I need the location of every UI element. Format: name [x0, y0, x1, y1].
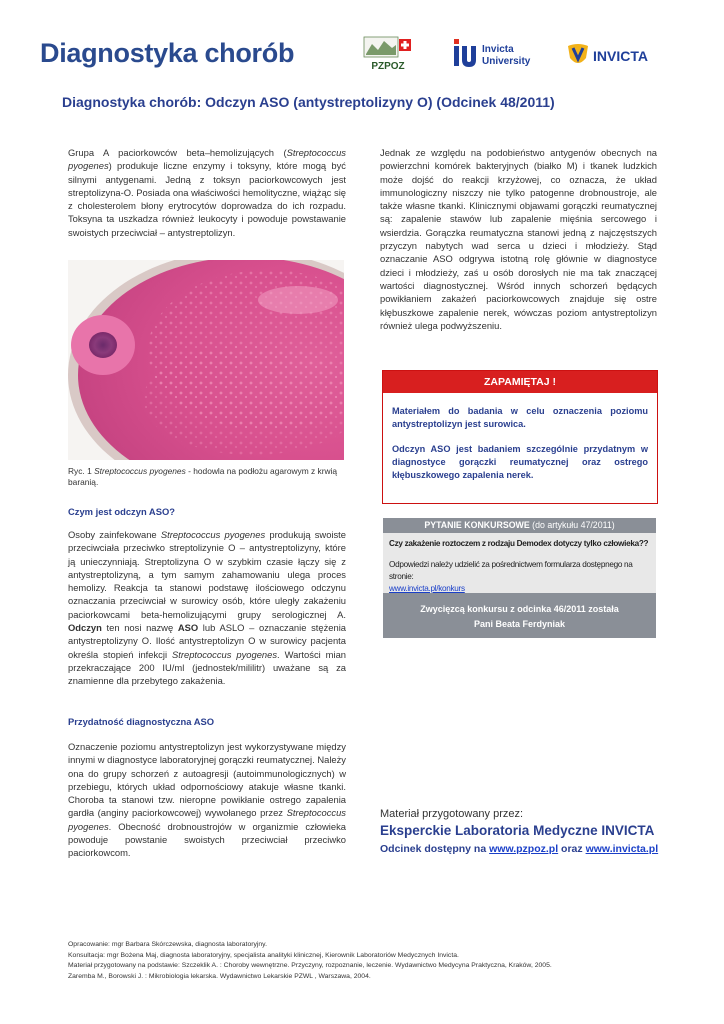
page-title: Diagnostyka chorób — [40, 38, 295, 68]
remember-box-text-1: Materiałem do badania w celu oznaczenia poziomu antystreptolizyn jest surowica. — [392, 406, 648, 429]
svg-text:INVICTA: INVICTA — [593, 48, 648, 64]
right-column-paragraph: Jednak ze względu na podobieństwo antygenów obecnych na powierzchni komórek bakteryjnych (białko M) i tkanek ludzkich może dojść do reakcji krzyżowej, co oznacza, że układ immunologiczny niszczy nie tylko patogenne drobnoustroje, ale także własne tkanki. Klinicznymi objawami gorączki reumatycznej są: zapalenie stawów lub zapalenie mięśnia sercowego i wsierdzia. Gorączka reumatyczna stanowi jedną z najczęstszych przyczyn nabytych wad serca u dzieci i młodzieży. Stąd oznaczanie ASO odgrywa istotną rolę głównie w diagnostyce dzieci i młodzieży, zaś u osób dorosłych nie ma tak znaczącej wartości diagnostycznej. Wśród innych schorzeń będących powikłaniem zakażeń paciorkowcowych znajduje się ostre kłębuszkowe zapalenie nerek, wówczas poziom antystreptolizyn również ulega podwyższeniu. — [380, 147, 657, 331]
reference-line: Materiał przygotowany na podstawie: Szczeklik A. : Choroby wewnętrzne. Przyczyny, rozpoznanie, leczenie. Wydawnictwo Medycyna Praktyczna, Kraków, 2005. — [68, 962, 552, 969]
svg-text:University: University — [482, 56, 531, 67]
remember-box-title: ZAPAMIĘTAJ ! — [383, 371, 657, 393]
contest-answer-instructions: Odpowiedzi należy udzielić za pośrednictwem formularza dostępnego na stronie: www.invicta.pl/konkurs — [389, 560, 633, 593]
invicta-logo — [566, 42, 661, 68]
aso-paragraph: Osoby zainfekowane Streptococcus pyogenes produkują swoiste przeciwciała przeciwko streptolizynie O – antystreptolizyny, które ją unieczynniają. Streptolizyna O w szybkim czasie łączy się z antystreptolizyną, a tym samym zahamowaniu ulega proces hemolizy. Reakcja ta stanowi podstawę ilościowego odczynu oznaczania przeciwciał w surowicy osób, które uległy zakażeniu paciorkowcami beta-hemolizującymi grupy serologicznej A. Odczyn ten nosi nazwę ASO lub ASLO – oznaczanie stężenia antystreptolizyny O. Ilość antystreptolizyn O w surowicy pacjenta określa stopień infekcji Streptococcus pyogenes. Wartości mian przekraczające 200 IU/ml (jednostek/mililitr) uważane są za znamienne dla przebytego zakażenia. — [68, 529, 346, 687]
lab-name: Eksperckie Laboratoria Medyczne INVICTA — [380, 823, 655, 838]
contest-box — [383, 518, 656, 638]
references — [68, 940, 668, 982]
article-subtitle: Diagnostyka chorób: Odczyn ASO (antystreptolizyny O) (Odcinek 48/2011) — [62, 94, 555, 110]
petri-dish-photo — [68, 260, 344, 460]
episode-availability: Odcinek dostępny na www.pzpoz.pl oraz www.invicta.pl — [380, 843, 659, 855]
invicta-university-logo — [452, 37, 547, 69]
diagnostic-paragraph: Oznaczenie poziomu antystreptolizyn jest wykorzystywane między innymi w diagnostyce laboratoryjnej gorączki reumatycznej. Należy ona do grupy schorzeń z autoagresji (autoimmunologicznych) w przebiegu, których układ odpornościowy atakuje własne tkanki. Choroba ta stanowi tzw. nieropne powikłanie ostrego zapalenia gardła (anginy paciorkowcowej) wywołanego przez Streptococcus pyogenes. Obecność drobnoustrojów w organizmie człowieka powoduje powstanie swoistych przeciwciał przeciwko paciorkowcom. — [68, 741, 346, 859]
contest-winner: Zwycięzcą konkursu z odcinka 46/2011 została Pani Beata Ferdyniak — [420, 604, 619, 629]
reference-line: Konsultacja: mgr Bożena Maj, diagnosta laboratoryjny, specjalista analityki klinicznej, Kierownik Laboratoriów Medycznych Invicta. — [68, 951, 459, 959]
svg-text:Invicta: Invicta — [482, 44, 514, 55]
remember-box-text-2: Odczyn ASO jest badaniem szczególnie przydatnym w diagnostyce gorączki reumatycznej oraz ostrego kłębuszkowego zapalenia nerek. — [392, 444, 648, 480]
contest-link[interactable]: www.invicta.pl/konkurs — [389, 584, 465, 593]
pzpoz-link[interactable]: www.pzpoz.pl — [489, 843, 559, 855]
contest-label: PYTANIE KONKURSOWE (do artykułu 47/2011) — [383, 518, 656, 533]
pzpoz-logo — [362, 36, 414, 72]
reference-line: Opracowanie: mgr Barbara Skórczewska, diagnosta laboratoryjny. — [68, 941, 267, 948]
intro-paragraph: Grupa A paciorkowców beta–hemolizujących (Streptococcus pyogenes) produkuje liczne enzymy i toksyny, które mogą być silnymi antygenami. Jedną z toksyn paciorkowcowych jest streptolizyna-O. Posiada ona właściwości hemolityczne, wiążąc się z cholesterolem błony erytrocytów doprowadza do ich rozpadu. Toksyna ta uszkadza również leukocyty i powoduje powstawanie swoistych przeciwciał – antystreptolizyn. — [68, 147, 346, 238]
prepared-by-label: Materiał przygotowany przez: — [380, 808, 524, 820]
contest-question: Czy zakażenie roztoczem z rodzaju Demodex dotyczy tylko człowieka?? — [389, 539, 649, 548]
svg-text:PZPOZ: PZPOZ — [371, 61, 405, 72]
figure-caption: Ryc. 1 Streptococcus pyogenes - hodowla na podłożu agarowym z krwią baranią. — [68, 466, 338, 487]
section-heading-diagnostic: Przydatność diagnostyczna ASO — [68, 716, 215, 727]
section-heading-aso: Czym jest odczyn ASO? — [68, 506, 175, 517]
reference-line: Zaremba M., Borowski J. : Mikrobiologia lekarska. Wydawnictwo Lekarskie PZWL , Warszawa, 2004. — [68, 972, 371, 980]
invicta-link[interactable]: www.invicta.pl — [585, 843, 659, 855]
remember-box — [382, 370, 658, 504]
